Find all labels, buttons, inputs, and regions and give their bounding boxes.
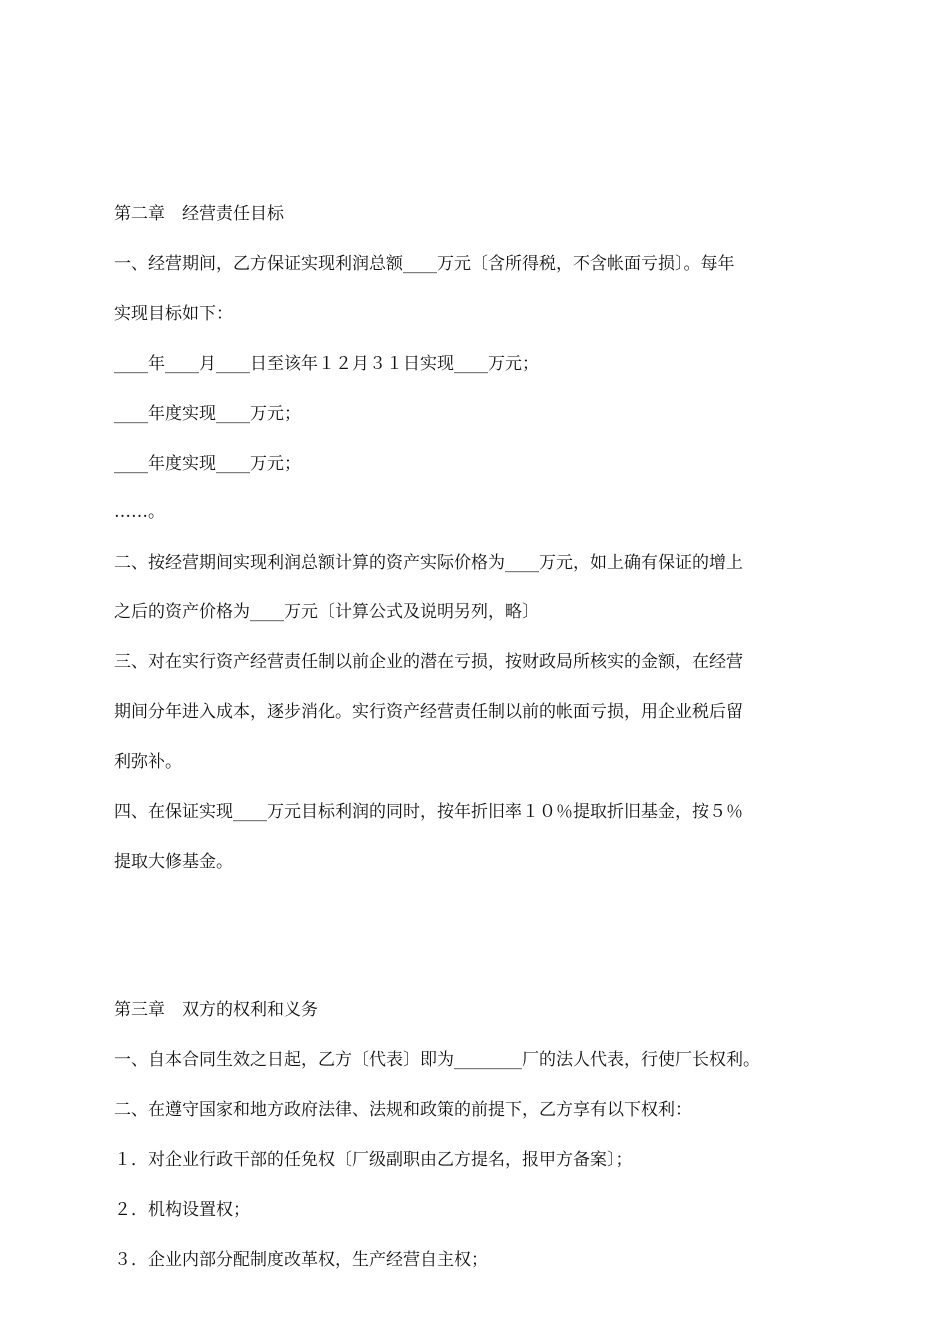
chapter-2-line-9: 三、对在实行资产经营责任制以前企业的潜在亏损，按财政局所核实的金额，在经营 <box>114 652 743 672</box>
chapter-2-heading: 第二章 经营责任目标 <box>114 204 284 224</box>
chapter-3-line-1: 一、自本合同生效之日起，乙方〔代表〕即为________厂的法人代表，行使厂长权利。 <box>114 1050 760 1070</box>
chapter-2-line-13: 提取大修基金。 <box>114 852 233 872</box>
chapter-2-line-4: ____年度实现____万元； <box>114 404 301 424</box>
chapter-2-line-11: 利弥补。 <box>114 752 182 772</box>
chapter-2-line-8: 之后的资产价格为____万元〔计算公式及说明另列，略〕 <box>114 602 539 622</box>
chapter-2-line-6: ……。 <box>114 502 165 522</box>
chapter-3-line-5: ３．企业内部分配制度改革权，生产经营自主权； <box>114 1250 488 1270</box>
chapter-3-line-3: １．对企业行政干部的任免权〔厂级副职由乙方提名，报甲方备案〕； <box>114 1150 633 1170</box>
chapter-2-line-3: ____年____月____日至该年１２月３１日实现____万元； <box>114 354 539 374</box>
chapter-3-line-4: ２．机构设置权； <box>114 1200 250 1220</box>
chapter-2-line-12: 四、在保证实现____万元目标利润的同时，按年折旧率１０％提取折旧基金，按５％ <box>114 802 743 822</box>
chapter-3-line-2: 二、在遵守国家和地方政府法律、法规和政策的前提下，乙方享有以下权利： <box>114 1100 692 1120</box>
chapter-2-line-7: 二、按经营期间实现利润总额计算的资产实际价格为____万元，如上确有保证的增上 <box>114 553 743 573</box>
chapter-2-line-10: 期间分年进入成本，逐步消化。实行资产经营责任制以前的帐面亏损，用企业税后留 <box>114 702 743 722</box>
chapter-2-line-5: ____年度实现____万元； <box>114 454 301 474</box>
chapter-2-line-1: 一、经营期间，乙方保证实现利润总额____万元〔含所得税，不含帐面亏损〕。每年 <box>114 254 735 274</box>
chapter-3-heading: 第三章 双方的权利和义务 <box>114 1000 318 1020</box>
chapter-2-line-2: 实现目标如下： <box>114 304 233 324</box>
